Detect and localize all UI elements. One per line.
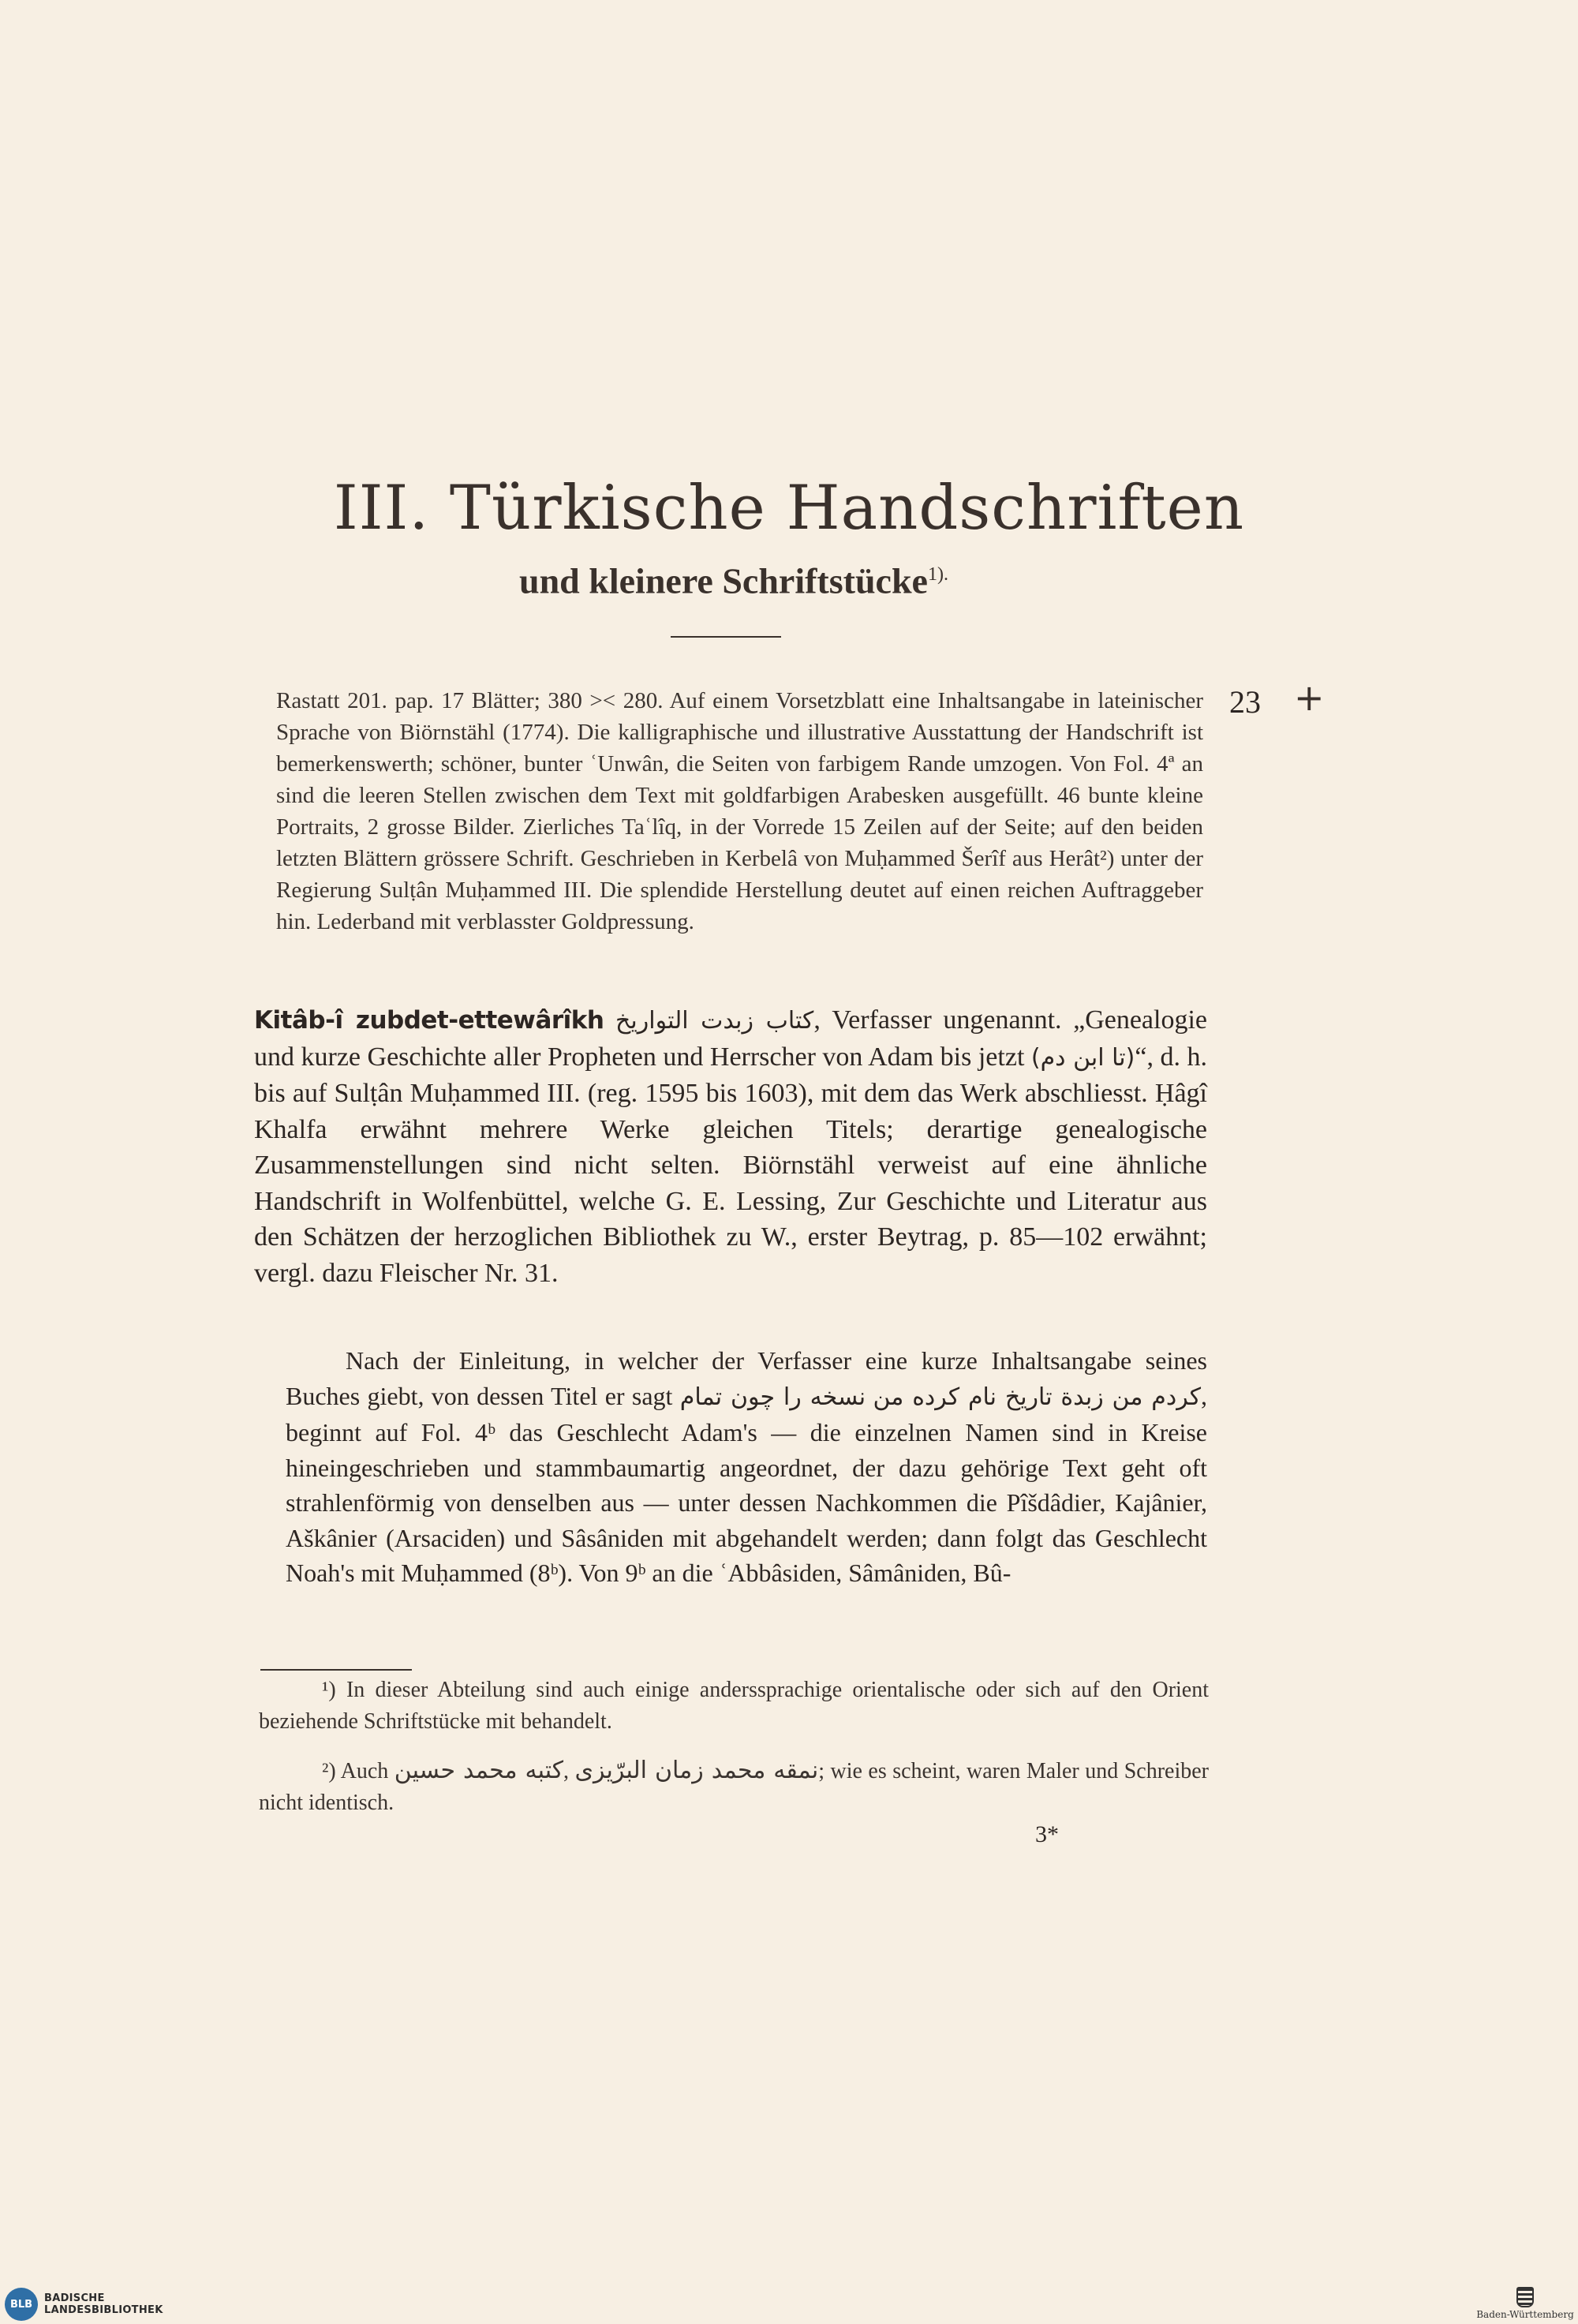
blb-badge-icon: BLB (5, 2288, 38, 2321)
body-paragraph (286, 1343, 1207, 1591)
footnote-2-body: ²) Auch كتبه محمد حسين, نمقه محمد زمان البرّيزى; wie es scheint, waren Maler und Schreiber nicht identisch. (259, 1757, 1209, 1815)
manuscript-description: Rastatt 201. pap. 17 Blätter; 380 >< 280. Auf einem Vorsetzblatt eine Inhaltsangabe in lateinischer Sprache von Biörnstähl (1774). Die kalligraphische und illustrative Ausstattung der Handschrift ist bemerkenswerth; schöner, bunter ʿUnwân, die Seiten von farbigem Rande umzogen. Von Fol. 4ª an sind die leeren Stellen zwischen dem Text mit goldfarbigen Arabesken ausgefüllt. 46 bunte kleine Portraits, 2 grosse Bilder. Zierliches Taʿlîq, in der Vorrede 15 Zeilen auf der Seite; auf den beiden letzten Blättern grössere Schrift. Geschrieben in Kerbelâ von Muḥammed Šerîf aus Herât²) unter der Regierung Sulṭân Muḥammed III. Die splendide Herstellung deutet auf einen reichen Auftraggeber hin. Lederband mit verblasster Goldpressung. (276, 688, 1203, 934)
catalog-mark: + (1294, 676, 1325, 719)
entry-text-1: , Verfasser ungenannt. „Genealogie und kurze Geschichte aller Propheten und Herrscher von Adam bis jetzt (254, 1005, 1208, 1072)
entry-arabic-span: (تا ابن دم) (1030, 1043, 1135, 1072)
footnote-2-text: ; wie es scheint, waren Maler und Schreiber nicht identisch. (259, 1759, 1209, 1815)
blb-label (44, 2292, 163, 2316)
paragraph-text-1: Nach der Einleitung, in welcher der Verfasser eine kurze Inhaltsangabe seines Buches giebt, von dessen Titel er sagt (286, 1346, 1207, 1410)
page-title: III. Türkische Handschriften (333, 473, 1245, 544)
catalog-number: 23 (1229, 684, 1261, 720)
entry-text-2: “, d. h. bis auf Sulṭân Muḥammed III. (reg. 1595 bis 1603), mit dem das Werk abschliesst. Ḥâgî Khalfa erwähnt mehrere Werke gleichen Titels; derartige genealogische Zusammenstellungen sind nicht selten. Biörnstähl verweist auf eine ähnliche Handschrift in Wolfenbüttel, welche G. E. Lessing, Zur Geschichte und Literatur aus den Schätzen der herzoglichen Bibliothek zu W., erster Beytrag, p. 85—102 erwähnt; vergl. dazu Fleischer Nr. 31. (254, 1042, 1207, 1288)
subtitle-text: und kleinere Schriftstücke (519, 560, 928, 601)
blb-logo (0, 2285, 189, 2324)
footnote-2-lead: Auch (340, 1759, 389, 1783)
footnote-2-mark: ²) (322, 1759, 336, 1783)
catalog-entry (254, 1002, 1207, 1291)
blb-label-line-2: LANDESBIBLIOTHEK (44, 2304, 163, 2316)
footnote-1-body (259, 1675, 1209, 1738)
paragraph-text-2: , beginnt auf Fol. 4ᵇ das Geschlecht Adam's — die einzelnen Namen sind in Kreise hineingeschrieben und stammbaumartig angeordnet, der dazu gehörige Text geht oft strahlenförmig von denselben aus — unter dessen Nachkommen die Pîšdâdier, Kajânier, Aškânier (Arsaciden) und Sâsâniden mit abgehandelt werden; dann folgt das Geschlecht Noah's mit Muḥammed (8ᵇ). Von 9ᵇ an die ʿAbbâsiden, Sâmâniden, Bû- (286, 1381, 1208, 1587)
bw-label: Baden-Württemberg (1476, 2309, 1574, 2320)
footnote-1-text: In dieser Abteilung sind auch einige anderssprachige orientalische oder sich auf den Orient beziehende Schriftstücke mit behandelt. (259, 1678, 1210, 1734)
footnote-2 (259, 1755, 1209, 1819)
footnote-1-mark: ¹) (322, 1678, 336, 1702)
paragraph-arabic-2: كردم من زبدة تاريخ نام كرده من (873, 1383, 1202, 1411)
footnote-2-arabic-2: نمقه محمد زمان البرّيزى (574, 1757, 819, 1784)
footnote-1 (259, 1675, 1209, 1738)
entry-arabic-title: كتاب زبدت التواريخ (615, 1007, 814, 1035)
entry-heading: Kitâb-î zubdet-ettewârîkh (254, 1006, 604, 1035)
footnote-divider (260, 1669, 412, 1671)
page-number: 3* (1035, 1821, 1059, 1847)
subtitle-footnote-ref: 1). (927, 564, 948, 585)
coat-of-arms-icon (1516, 2287, 1534, 2307)
title-divider (671, 636, 781, 638)
paragraph-arabic-1: نسخه را چون تمام (679, 1383, 866, 1411)
blb-label-line-1: BADISCHE (44, 2292, 105, 2304)
footnote-2-arabic-1: كتبه محمد حسين (394, 1757, 564, 1784)
paragraph-body (286, 1343, 1207, 1591)
bw-logo (1474, 2287, 1576, 2323)
page-subtitle (0, 552, 1468, 603)
